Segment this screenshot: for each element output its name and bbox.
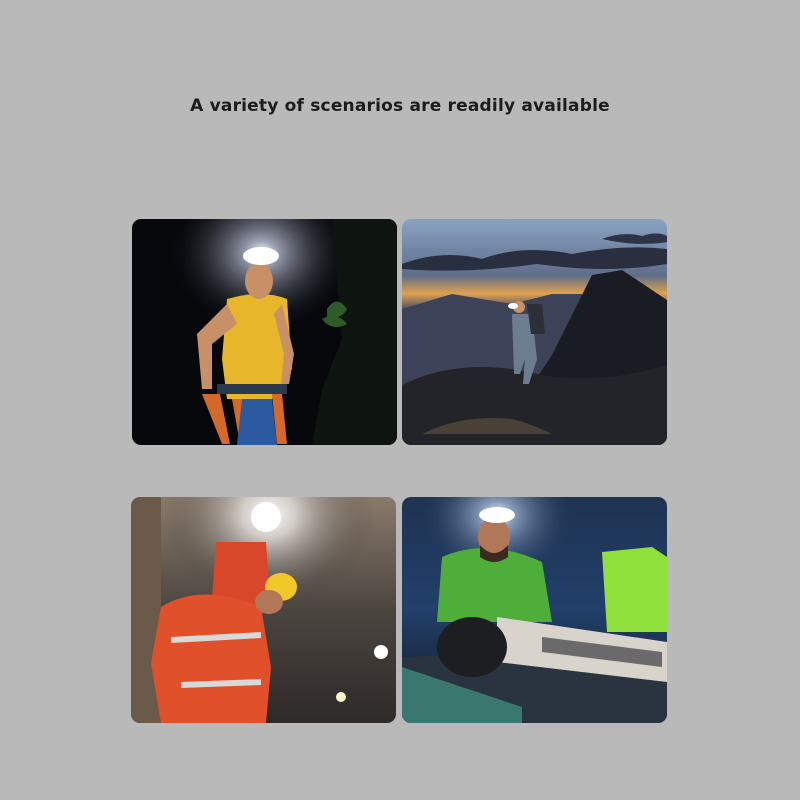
scenario-photo-tunnel: [131, 497, 396, 723]
night-worker-illustration: [402, 497, 667, 723]
hiker-illustration: [402, 219, 667, 445]
scenario-photo-hiking: [402, 219, 667, 445]
page-title: A variety of scenarios are readily available: [190, 96, 610, 116]
tunnel-workers-illustration: [131, 497, 396, 723]
climber-illustration: [132, 219, 397, 445]
scenario-photo-night-work: [402, 497, 667, 723]
scenario-photo-climbing: [132, 219, 397, 445]
